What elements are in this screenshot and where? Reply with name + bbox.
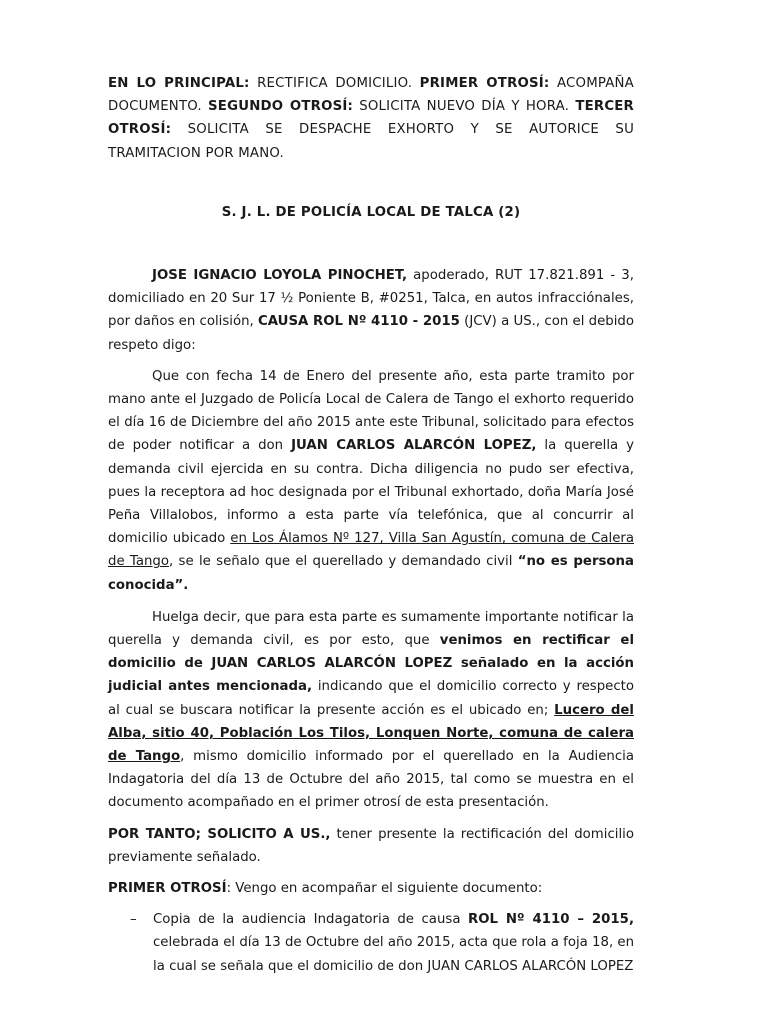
facts-text-1: Que con fecha 14 de Enero del presente año, esta parte tramito por mano ante el Juzgado de Policía Local de Calera de Tango el exhorto requerido el día 16 de Diciembre del año 2015 ante este Tribunal, solicitado para efectos de poder notificar a don [108,368,634,454]
por-tanto-paragraph [108,823,634,869]
por-tanto-label: POR TANTO; SOLICITO A US., [108,826,331,842]
court-heading [108,201,634,224]
not-known-quote: “no es persona conocida”. [108,554,634,593]
rectification-statement: venimos en rectificar el domicilio de JUAN CARLOS ALARCÓN LOPEZ señalado en la acción judicial antes mencionada, [108,633,634,695]
court-heading-text: S. J. L. DE POLICÍA LOCAL DE TALCA (2) [221,205,521,220]
primer-otrosi-label: PRIMER OTROSÍ: [419,76,550,91]
principal-text: RECTIFICA DOMICILIO. [249,76,420,91]
rectification-text-3: , mismo domicilio informado por el querellado en la Audiencia Indagatoria del día 13 de Octubre del año 2015, tal como se muestra en el documento acompañado en el primer otrosí de esta presentación. [108,749,634,811]
intro-text-1: apoderado, RUT 17.821.891 - 3, domiciliado en 20 Sur 17 ½ Poniente B, #0251, Talca, en autos infracciónales, por daños en colisión, [108,268,634,330]
list-text-2: celebrada el día 13 de Octubre del año 2015, acta que rola a foja 18, en la cual se señala que el domicilio de don JUAN CARLOS ALARCÓN LOPEZ [153,935,634,974]
summary-paragraph [108,72,634,165]
facts-text-3: , se le señalo que el querellado y demandado civil [169,554,518,570]
facts-text-2: la querella y demanda civil ejercida en su contra. Dicha diligencia no pudo ser efectiva, pues la receptora ad hoc designada por el Tribunal exhortado, doña María José Peña Villalobos, informo a esta parte vía telefónica, que al concurrir al domicilio ubicado [108,438,635,547]
list-text-1: Copia de la audiencia Indagatoria de causa [153,912,468,928]
rectification-text-1: Huelga decir, que para esta parte es sumamente importante notificar la querella y demanda civil, es por esto, que [108,609,634,649]
summary-block [108,72,634,165]
intro-text-2: (JCV) a US., con el debido respeto digo: [108,314,634,353]
defendant-name: JUAN CARLOS ALARCÓN LOPEZ, [291,438,537,454]
list-rol: ROL Nº 4110 – 2015, [467,912,634,928]
list-dash: – [130,912,137,928]
segundo-otrosi-text: SOLICITA NUEVO DÍA Y HORA. [353,99,576,115]
body-block [108,264,634,978]
primer-otrosi-text: ACOMPAÑA DOCUMENTO. [108,76,634,115]
facts-paragraph [108,365,634,597]
primer-otrosi-body: : Vengo en acompañar el siguiente documento: [226,881,543,897]
por-tanto-text: tener presente la rectificación del domicilio previamente señalado. [108,826,634,865]
old-address: en Los Álamos Nº 127, Villa San Agustín, comuna de Calera de Tango [108,531,634,570]
new-address: Lucero del Alba, sitio 40, Población Los Tilos, Lonquen Norte, comuna de calera de Tango [108,702,634,765]
court-heading-block [108,201,634,224]
principal-label: EN LO PRINCIPAL: [108,76,250,91]
tercer-otrosi-text: SOLICITA SE DESPACHE EXHORTO Y SE AUTORICE SU TRAMITACION POR MANO. [108,122,634,161]
tercer-otrosi-label: TERCER OTROSÍ: [108,99,635,138]
primer-otrosi-paragraph [108,877,634,900]
segundo-otrosi-label: SEGUNDO OTROSÍ: [208,99,354,115]
document-list-item [108,908,634,978]
causa-rol: CAUSA ROL Nº 4110 - 2015 [258,314,460,330]
rectification-text-2: indicando que el domicilio correcto y respecto al cual se buscara notificar la presente acción es el ubicado en; [108,679,635,718]
primer-otrosi-heading: PRIMER OTROSÍ [108,881,227,897]
intro-paragraph [108,264,634,357]
appearing-party-name: JOSE IGNACIO LOYOLA PINOCHET, [152,268,408,283]
rectification-paragraph [108,606,634,815]
